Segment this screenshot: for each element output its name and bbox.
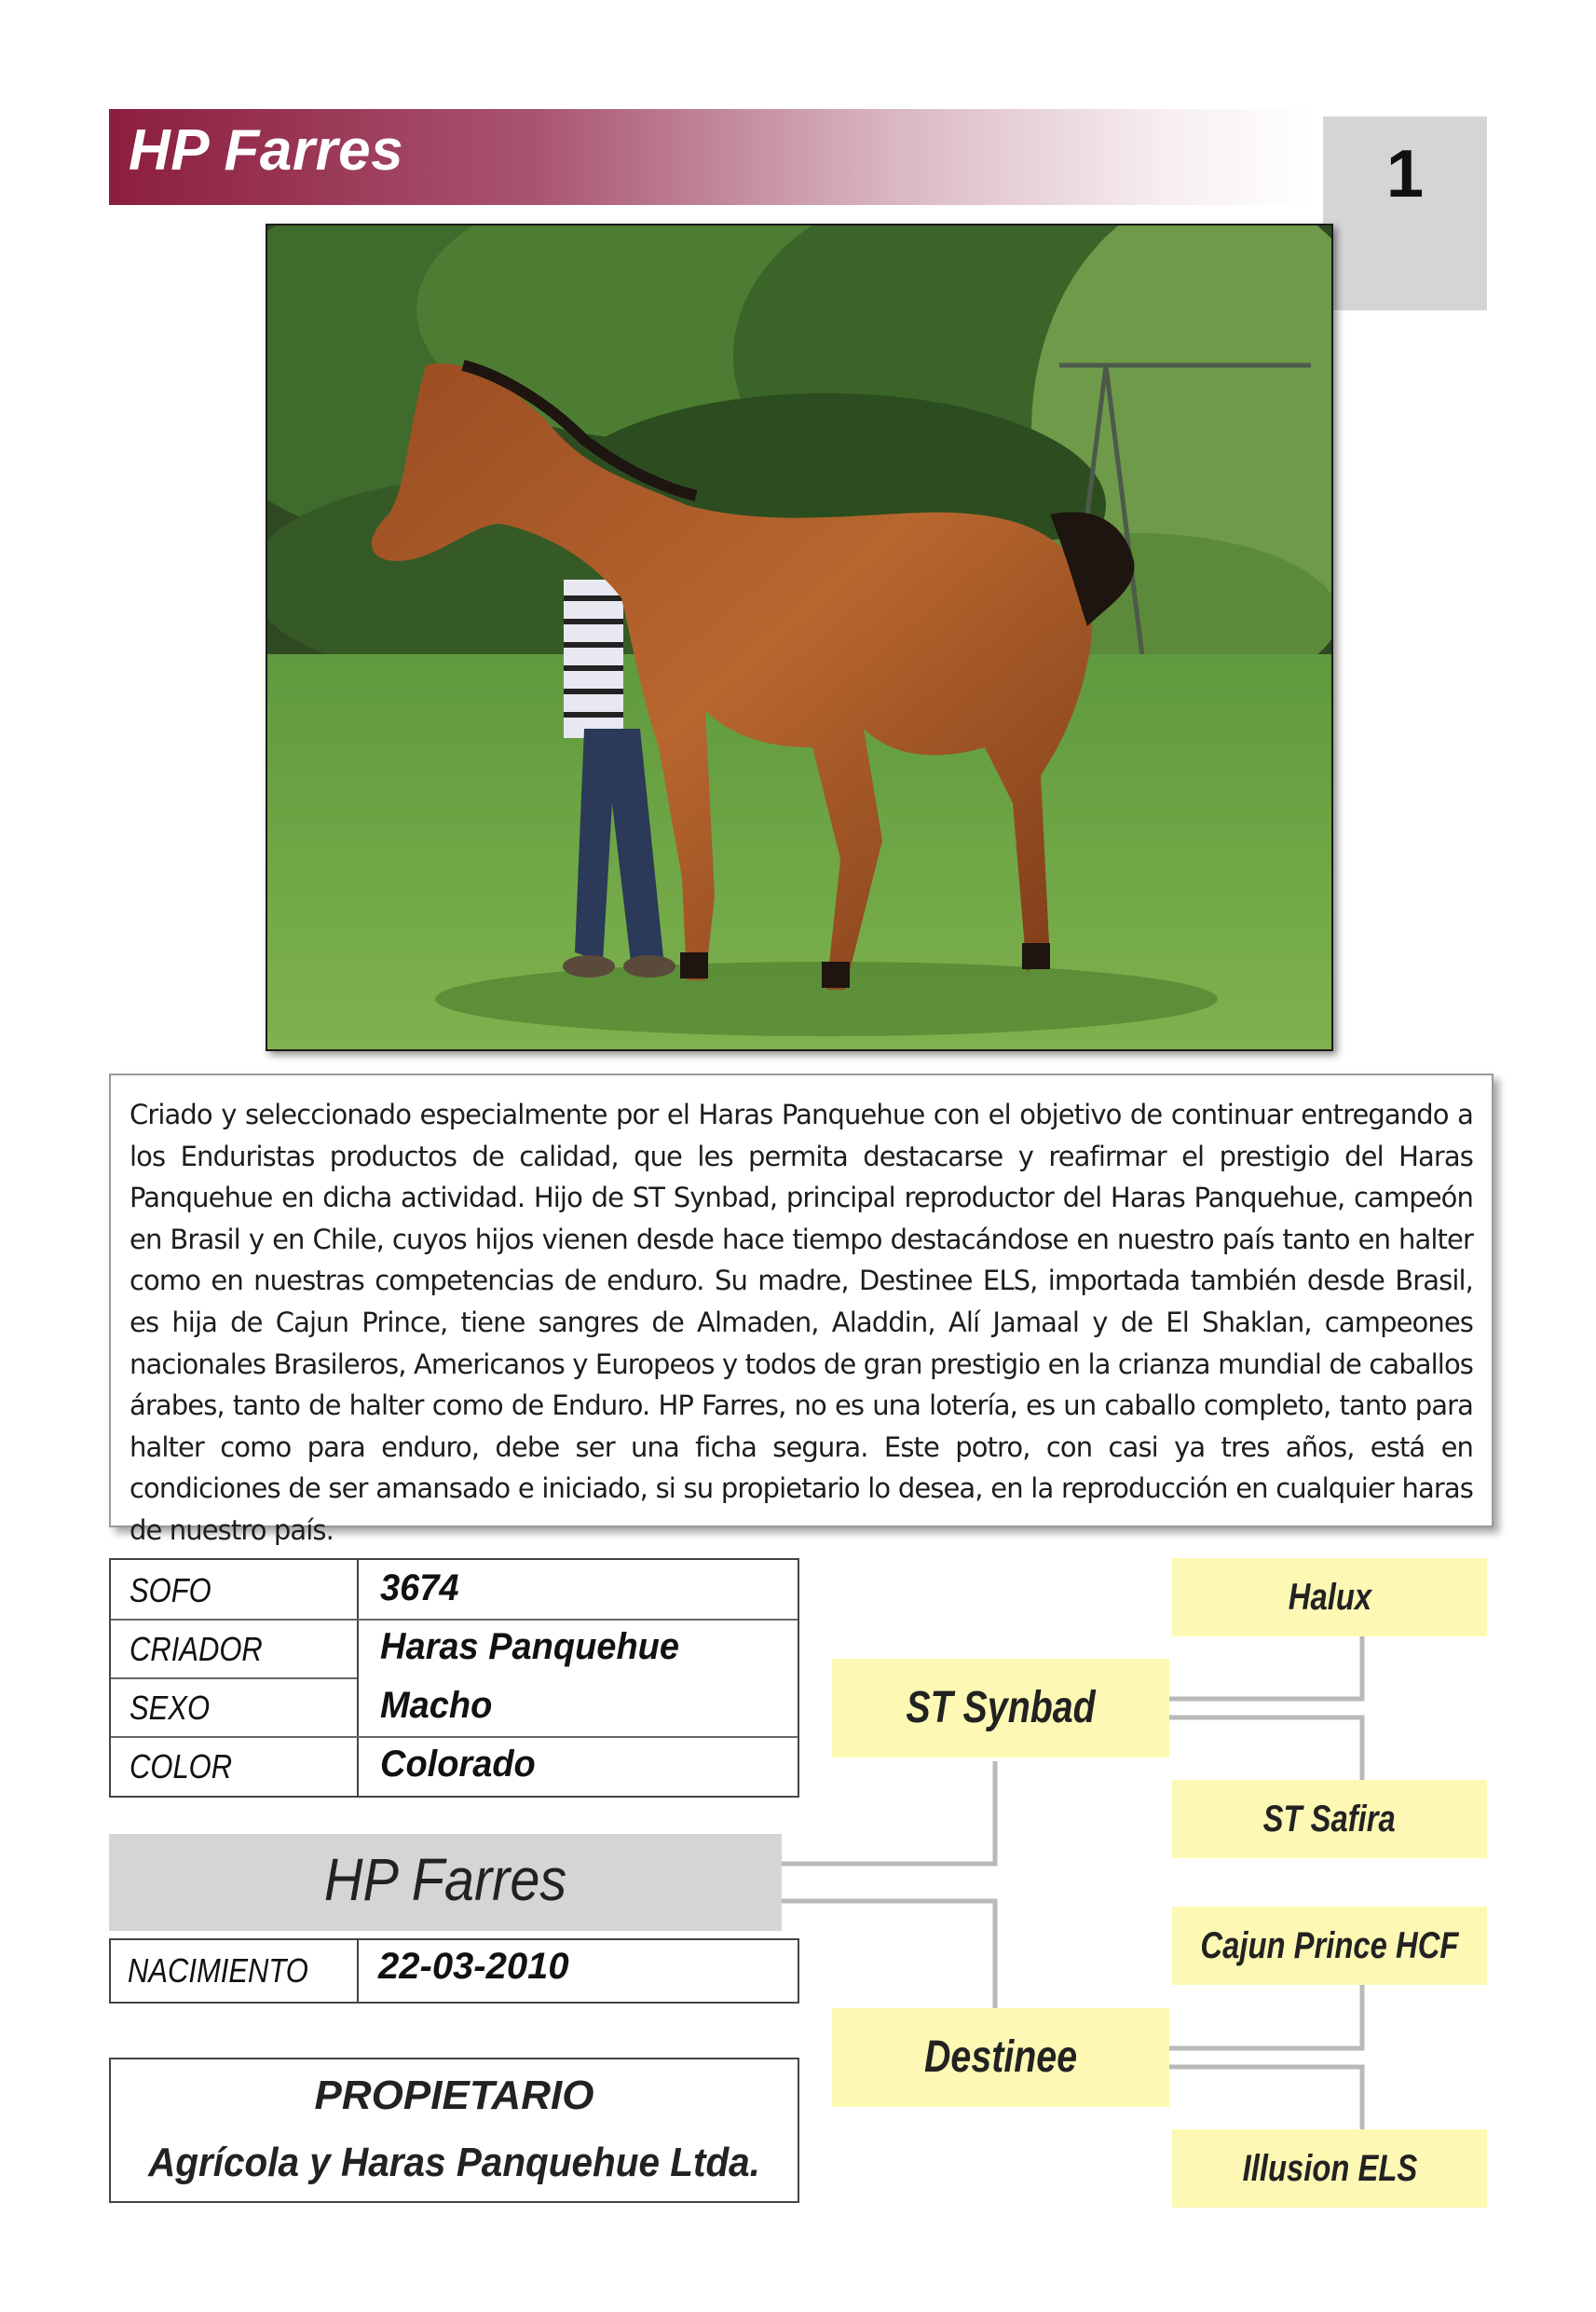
line-to-sire-dam bbox=[1169, 1717, 1362, 1780]
info-value: Colorado bbox=[380, 1744, 536, 1785]
info-label: CRIADOR bbox=[130, 1630, 263, 1668]
line-to-sire-sire bbox=[1169, 1636, 1362, 1699]
info-label: SEXO bbox=[130, 1689, 211, 1727]
pedigree-sire-dam-label: ST Safira bbox=[1262, 1799, 1397, 1840]
pedigree-dam-dam-label: Illusion ELS bbox=[1242, 2148, 1417, 2189]
pedigree-dam-label: Destinee bbox=[923, 2032, 1078, 2082]
info-label: COLOR bbox=[130, 1747, 233, 1785]
birth-value: 22-03-2010 bbox=[378, 1946, 569, 1987]
horse-name: HP Farres bbox=[323, 1846, 567, 1913]
pedigree-dam-sire bbox=[1172, 1907, 1487, 1985]
pedigree-sire bbox=[832, 1659, 1169, 1758]
pedigree-sire-label: ST Synbad bbox=[906, 1683, 1096, 1732]
pedigree-dam-dam bbox=[1172, 2129, 1487, 2208]
pedigree-dam-sire-label: Cajun Prince HCF bbox=[1200, 1925, 1459, 1966]
line-to-dam-dam bbox=[1169, 2067, 1362, 2129]
pedigree-sire-sire bbox=[1172, 1558, 1487, 1636]
pedigree-sire-sire-label: Halux bbox=[1288, 1577, 1371, 1618]
line-to-sire bbox=[782, 1761, 995, 1864]
info-value: 3674 bbox=[380, 1567, 459, 1608]
info-value: Haras Panquehue bbox=[380, 1626, 679, 1667]
birth-label: NACIMIENTO bbox=[128, 1951, 308, 1990]
info-label: SOFO bbox=[130, 1571, 211, 1609]
owner-name: Agrícola y Haras Panquehue Ltda. bbox=[148, 2140, 760, 2185]
info-value: Macho bbox=[380, 1685, 493, 1726]
pedigree-sire-dam bbox=[1172, 1780, 1487, 1858]
description-text: Criado y seleccionado especialmente por el Haras Panquehue con el objetivo de continuar entregando a los Enduristas productos de calidad, que les permita destacarse y reafirmar el prestigio del Haras Panquehue en dicha actividad. Hijo de ST Synbad, principal reproductor del Haras Panquehue, campeón en Brasil y en Chile, cuyos hijos vienen desde hace tiempo destacándose en nuestro país tanto en halter como en nuestras competencias de enduro. Su madre, Destinee ELS, importada también desde Brasil, es hija de Cajun Prince, tiene sangres de Almaden, Aladdin, Alí Jamaal y de El Shaklan, campeones nacionales Brasileros, Americanos y Europeos y todos de gran prestigio en la crianza mundial de caballos árabes, tanto de halter como de Enduro. HP Farres, no es una lotería, es un caballo completo, tanto para halter como para enduro, debe ser una ficha segura. Este potro, con casi ya tres años, está en condiciones de ser amansado e iniciado, si su propietario lo desea, en la reproducción en cualquier haras de nuestro país. bbox=[130, 1099, 1473, 1546]
lot-number: 1 bbox=[1385, 137, 1425, 212]
owner-title: PROPIETARIO bbox=[314, 2073, 594, 2118]
pedigree-dam bbox=[832, 2008, 1169, 2107]
line-to-dam bbox=[782, 1901, 995, 2013]
page-title: HP Farres bbox=[129, 118, 404, 183]
line-to-dam-sire bbox=[1169, 1985, 1362, 2048]
